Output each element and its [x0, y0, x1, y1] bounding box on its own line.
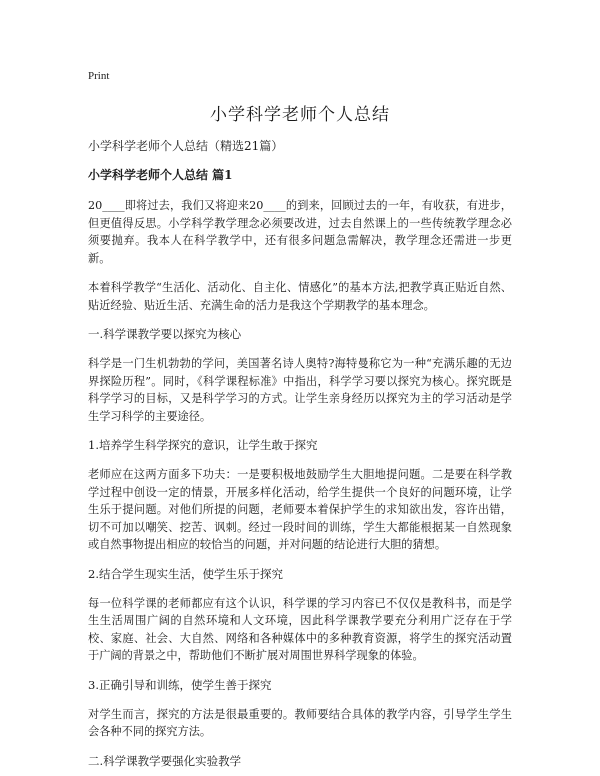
document-subtitle: 小学科学老师个人总结（精选21篇） [88, 139, 284, 153]
heading-guidance-training: 3.正确引导和训练，使学生善于探究 [88, 677, 272, 692]
paragraph-guidance-training: 对学生而言，探究的方法是很最重要的。教师要结合具体的教学内容，引导学生学生会各种不同的探究方法。 [88, 707, 512, 738]
paragraph-approach: 本着科学教学“生活化、活动化、自主化、情感化”的基本方法,把教学真正贴近自然、贴近经验、贴近生活、充满生命的活力是我这个学期教学的基本理念。 [88, 281, 512, 312]
section-title: 小学科学老师个人总结 篇1 [88, 168, 233, 182]
paragraph-inquiry-core: 科学是一门生机勃勃的学问，美国著名诗人奥特?海特曼称它为一种“充满乐趣的无边界探险历程”。同时，《科学课程标准》中指出，科学学习要以探究为核心。探究既是科学学习的目标，又是科学学习的方式。让学生亲身经历以探究为主的学习活动是学生学习科学的主要途径。 [88, 357, 512, 423]
heading-inquiry-core: 一.科学课教学要以探究为核心 [88, 327, 242, 341]
heading-experiment-teaching: 二.科学课教学要强化实验教学 [88, 753, 242, 768]
paragraph-real-life: 每一位科学课的老师都应有这个认识，科学课的学习内容已不仅仅是教科书，而是学生生活周围广阔的自然环境和人文环境，因此科学课教学要充分利用广泛存在于学校、家庭、社会、大自然、网络和各种媒体中的多种教育资源，将学生的探究活动置于广阔的背景之中，帮助他们不断扩展对周围世界科学现象的体验。 [88, 596, 512, 662]
heading-real-life: 2.结合学生现实生活，使学生乐于探究 [88, 566, 283, 581]
document-title: 小学科学老师个人总结 [210, 105, 390, 125]
print-label[interactable]: Print [88, 70, 110, 82]
paragraph-inquiry-awareness: 老师应在这两方面多下功夫：一是要积极地鼓励学生大胆地提问题。二是要在科学教学过程中创设一定的情景，开展多样化活动，给学生提供一个良好的问题环境，让学生乐于提问题。对他们所提的问题，老师要本着保护学生的求知欲出发，容许出错，切不可加以嘲笑、挖苦、讽刺。经过一段时间的训练，学生大都能根据某一自然现象或自然事物提出相应的较恰当的问题，并对问题的结论进行大胆的猜想。 [88, 468, 512, 551]
heading-inquiry-awareness: 1.培养学生科学探究的意识，让学生敢于探究 [88, 438, 318, 452]
paragraph-intro: 20____即将过去，我们又将迎来20____的到来，回顾过去的一年，有收获，有进步，但更值得反思。小学科学教学理念必须要改进，过去自然课上的一些传统教学理念必须要抛弃。我本人在科学教学中，还有很多问题急需解决，教学理念还需进一步更新。 [88, 199, 512, 265]
